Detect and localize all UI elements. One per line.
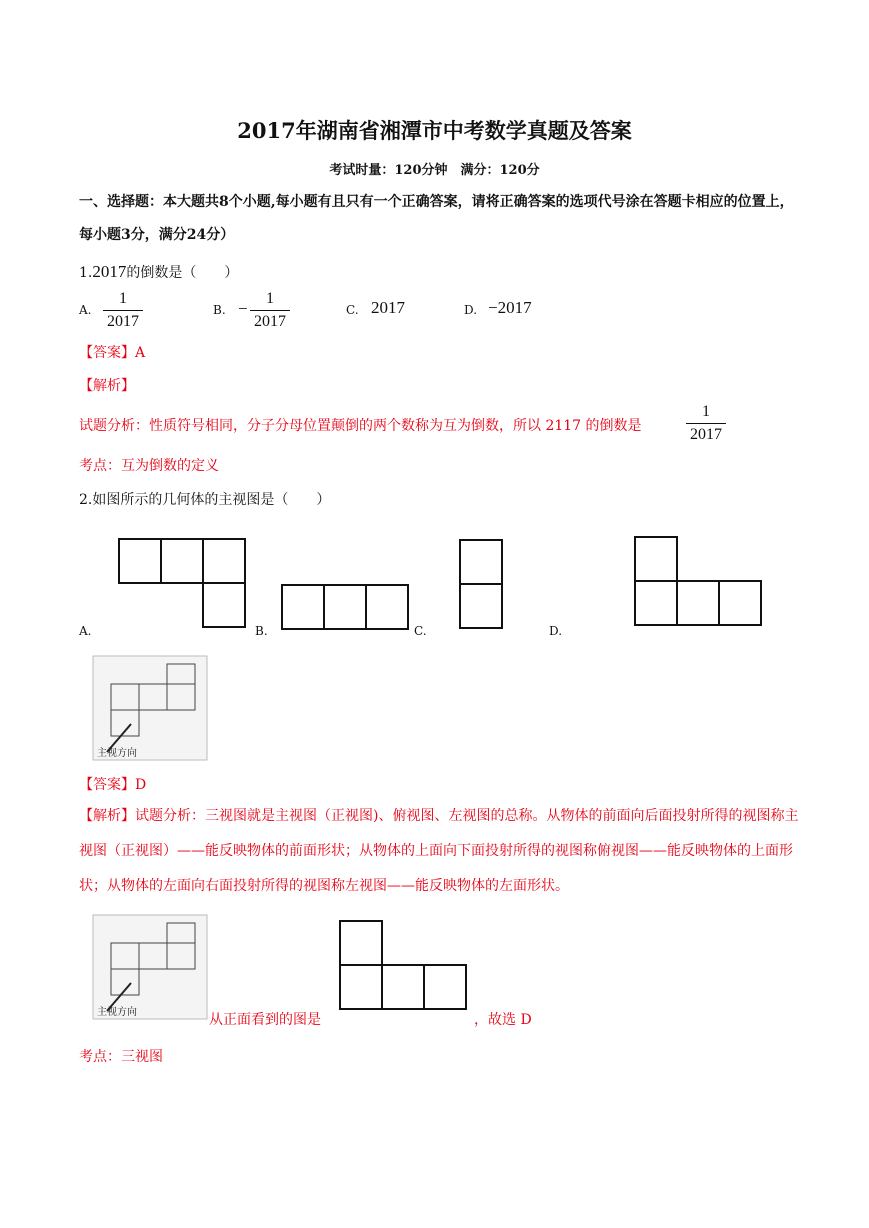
image-caption: 主视方向	[97, 748, 137, 759]
fraction-bar	[250, 310, 290, 311]
option-b-label: B.	[255, 624, 268, 638]
fraction-numerator: 1	[266, 290, 274, 307]
option-c-label: C.	[346, 303, 359, 317]
solid-figure-image	[91, 654, 209, 762]
question-1-stem	[79, 262, 238, 282]
answer-front-view-figure	[337, 919, 472, 1014]
fraction-numerator: 1	[702, 403, 710, 420]
fraction-numerator: 1	[119, 290, 127, 307]
q2-answer: 【答案】D	[79, 777, 147, 793]
option-a-figure	[115, 537, 250, 631]
q1-analysis-text: 试题分析：性质符号相同，分子分母位置颠倒的两个数称为互为倒数，所以 2117 的倒数是	[79, 418, 642, 434]
front-view-text: 从正面看到的图是	[209, 1012, 321, 1028]
question-number: 1.	[79, 265, 93, 281]
option-a-fraction	[103, 290, 143, 331]
option-c-label: C.	[414, 624, 427, 638]
option-b-fraction	[250, 290, 290, 331]
q1-analysis-fraction	[686, 403, 726, 444]
q2-analysis	[79, 799, 799, 904]
fraction-denominator: 2017	[107, 313, 139, 330]
question-text: 的倒数是（ ）	[126, 265, 239, 281]
q2-analysis-label: 【解析】	[79, 808, 135, 824]
option-d-value: −2017	[488, 298, 532, 317]
option-b-sign: −	[238, 299, 248, 318]
q1-analysis-label: 【解析】	[79, 378, 135, 394]
exam-info: 考试时量：120分钟 满分：120分	[329, 163, 540, 178]
option-b-label: B.	[213, 303, 226, 317]
section-header: 一、选择题：本大题共8个小题,每小题有且只有一个正确答案，请将正确答案的选项代号涂在答题卡相应的位置上，每小题3分，满分24分）	[79, 194, 794, 243]
fraction-bar	[103, 310, 143, 311]
q1-answer: 【答案】A	[79, 345, 146, 361]
option-b-figure	[278, 582, 413, 632]
q2-knowledge-point: 考点：三视图	[79, 1049, 163, 1065]
solid-figure-image-2	[91, 913, 209, 1021]
choose-text: ，故选 D	[474, 1012, 532, 1028]
fraction-denominator: 2017	[254, 313, 286, 330]
option-c-figure	[457, 538, 507, 632]
option-c-value: 2017	[371, 298, 405, 317]
q1-knowledge-point: 考点：互为倒数的定义	[79, 458, 219, 474]
option-d-label: D.	[464, 303, 478, 317]
page-title: 2017年湖南省湘潭市中考数学真题及答案	[237, 118, 632, 143]
fraction-denominator: 2017	[690, 426, 722, 443]
q2-analysis-text: 试题分析：三视图就是主视图（正视图)、俯视图、左视图的总称。从物体的前面向后面投射所得的视图称主视图（正视图）——能反映物体的前面形状；从物体的上面向下面投射所得的视图称俯视图——能反映物体的上面形状；从物体的左面向右面投射所得的视图称左视图——能反映物体的左面形状。	[79, 808, 799, 894]
image-caption-2: 主视方向	[97, 1007, 137, 1018]
question-number-value: 2017	[92, 262, 127, 281]
fraction-bar	[686, 423, 726, 424]
question-2-stem: 2.如图所示的几何体的主视图是（ ）	[79, 492, 331, 508]
option-a-label: A.	[79, 624, 92, 638]
option-a-label: A.	[79, 303, 92, 317]
option-d-figure	[632, 535, 767, 630]
option-d-label: D.	[549, 624, 563, 638]
